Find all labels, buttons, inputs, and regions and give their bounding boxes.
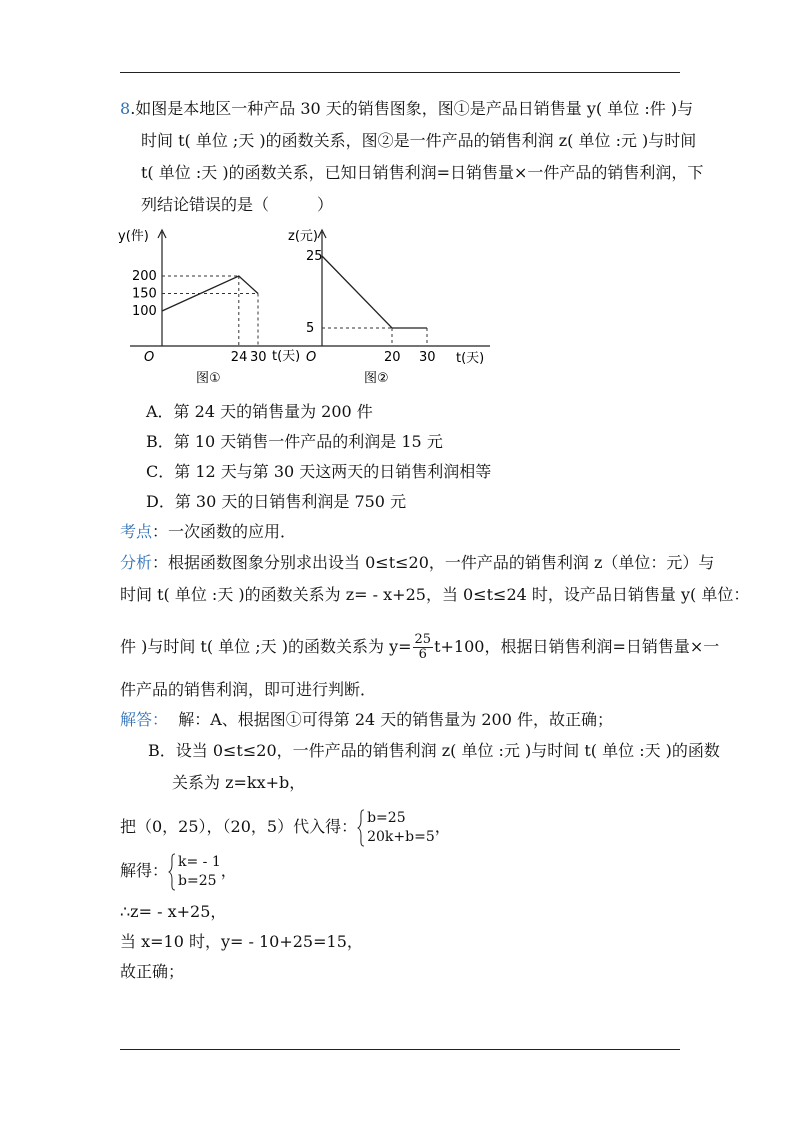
option-a: A．第 24 天的销售量为 200 件 bbox=[146, 402, 373, 421]
figure-2-title: 图② bbox=[364, 371, 389, 386]
kaodian-label: 考点 bbox=[120, 522, 153, 541]
figure-1-xlabel: t(天) bbox=[272, 349, 301, 364]
option-d: D．第 30 天的日销售利润是 750 元 bbox=[146, 492, 407, 511]
figure-2-ytick-5: 5 bbox=[306, 321, 315, 336]
question-line-4 bbox=[141, 195, 333, 215]
jieda-label: 解答： bbox=[120, 710, 169, 729]
fraction-25-over-6 bbox=[413, 633, 434, 662]
fenxi-line-2: 时间 t( 单位 :天 )的函数关系为 z= - x+25，当 0≤t≤24 时，设产品日销售量 y( 单位： bbox=[120, 585, 750, 604]
jieda-text-4: 把（0，25），（20，5）代入得： bbox=[120, 817, 358, 836]
system-1-eq-1: b=25 bbox=[367, 809, 406, 826]
system-2-eq-2: b=25 bbox=[178, 872, 217, 889]
jieda-text-1: 解：A、根据图①可得第 24 天的销售量为 200 件，故正确； bbox=[178, 710, 613, 729]
figure-1-ytick-150: 150 bbox=[132, 286, 157, 302]
option-b: B．第 10 天销售一件产品的利润是 15 元 bbox=[146, 432, 443, 451]
figure-1-ytick-100: 100 bbox=[132, 304, 157, 319]
option-c: C．第 12 天与第 30 天这两天的日销售利润相等 bbox=[146, 462, 492, 481]
question-text-4: 列结论错误的是（ bbox=[141, 195, 270, 214]
question-line-2: 时间 t( 单位 ;天 )的函数关系，图②是一件产品的销售利润 z( 单位 :元 )与时间 bbox=[141, 131, 697, 150]
jieda-line-6: ∴z= - x+25， bbox=[120, 902, 227, 921]
jieda-line-5 bbox=[120, 850, 237, 892]
question-text-4-end: ） bbox=[317, 195, 334, 214]
system-1-eq-2: 20k+b=5 bbox=[367, 828, 435, 845]
fenxi-label: 分析 bbox=[120, 553, 153, 572]
question-line-3: t( 单位 :天 )的函数关系，已知日销售利润=日销售量×一件产品的销售利润，下 bbox=[141, 163, 704, 182]
system-2-eq-1: k= - 1 bbox=[178, 853, 221, 870]
top-rule bbox=[120, 72, 680, 73]
figure-1-ylabel: y(件) bbox=[118, 229, 149, 244]
fenxi-math-3: t+100 bbox=[434, 637, 485, 656]
brace-icon bbox=[168, 853, 176, 891]
jieda-line-8: 故正确； bbox=[120, 962, 185, 981]
jieda-line-1 bbox=[120, 710, 613, 730]
fenxi-text-3: 件 )与时间 t( 单位 ;天 )的函数关系为 y= bbox=[120, 637, 412, 656]
fraction-numerator: 25 bbox=[414, 632, 432, 647]
question-text-1: .如图是本地区一种产品 30 天的销售图象，图①是产品日销售量 y( 单位 :件 )与 bbox=[130, 99, 694, 118]
figure-2-xlabel: t(天) bbox=[456, 351, 485, 366]
question-line-1 bbox=[120, 99, 693, 119]
figure-2-ytick-25: 25 bbox=[306, 249, 323, 264]
fenxi-text-1: ：根据函数图象分别求出设当 0≤t≤20，一件产品的销售利润 z（单位：元）与 bbox=[152, 553, 715, 572]
fenxi-line-4: 件产品的销售利润，即可进行判断． bbox=[120, 680, 377, 699]
figure-1-xtick-24: 24 bbox=[230, 350, 248, 365]
jieda-text-5: 解得： bbox=[120, 861, 169, 880]
equation-system-1 bbox=[357, 809, 435, 847]
figure-1-chart bbox=[100, 220, 310, 388]
fenxi-line-1 bbox=[120, 553, 714, 573]
kaodian-text: ：一次函数的应用． bbox=[152, 522, 297, 541]
figure-1-title: 图① bbox=[196, 371, 221, 386]
figure-2-chart bbox=[280, 220, 500, 388]
jieda-line-4 bbox=[120, 806, 451, 848]
figure-2-dashed-guides bbox=[322, 328, 427, 346]
figure-2-xtick-30: 30 bbox=[419, 350, 436, 365]
question-number: 8 bbox=[120, 99, 131, 118]
fenxi-text-3-end: ，根据日销售利润=日销售量×一 bbox=[484, 637, 720, 656]
figure-2-xtick-20: 20 bbox=[384, 350, 401, 365]
jieda-line-7: 当 x=10 时，y= - 10+25=15， bbox=[120, 932, 363, 951]
system-2-comma: ， bbox=[220, 861, 237, 880]
figure-1-xtick-30: 30 bbox=[250, 350, 267, 365]
fenxi-line-3 bbox=[120, 633, 719, 662]
figure-2-origin: O bbox=[306, 350, 317, 365]
fraction-denominator: 6 bbox=[418, 647, 427, 662]
bottom-rule bbox=[120, 1049, 680, 1050]
jieda-line-3: 关系为 z=kx+b， bbox=[172, 773, 306, 792]
jieda-line-2: B．设当 0≤t≤20，一件产品的销售利润 z( 单位 :元 )与时间 t( 单位 :天 )的函数 bbox=[148, 741, 720, 760]
figure-2-series-line bbox=[322, 256, 427, 328]
brace-icon bbox=[357, 809, 365, 847]
figure-1-origin: O bbox=[144, 350, 155, 365]
kaodian-line bbox=[120, 522, 296, 542]
equation-system-2 bbox=[168, 853, 221, 891]
figure-1-ytick-200: 200 bbox=[132, 269, 157, 284]
figure-2-ylabel: z(元) bbox=[288, 229, 318, 244]
system-1-comma: ， bbox=[434, 817, 451, 836]
figure-1-dashed-guides bbox=[162, 276, 258, 346]
